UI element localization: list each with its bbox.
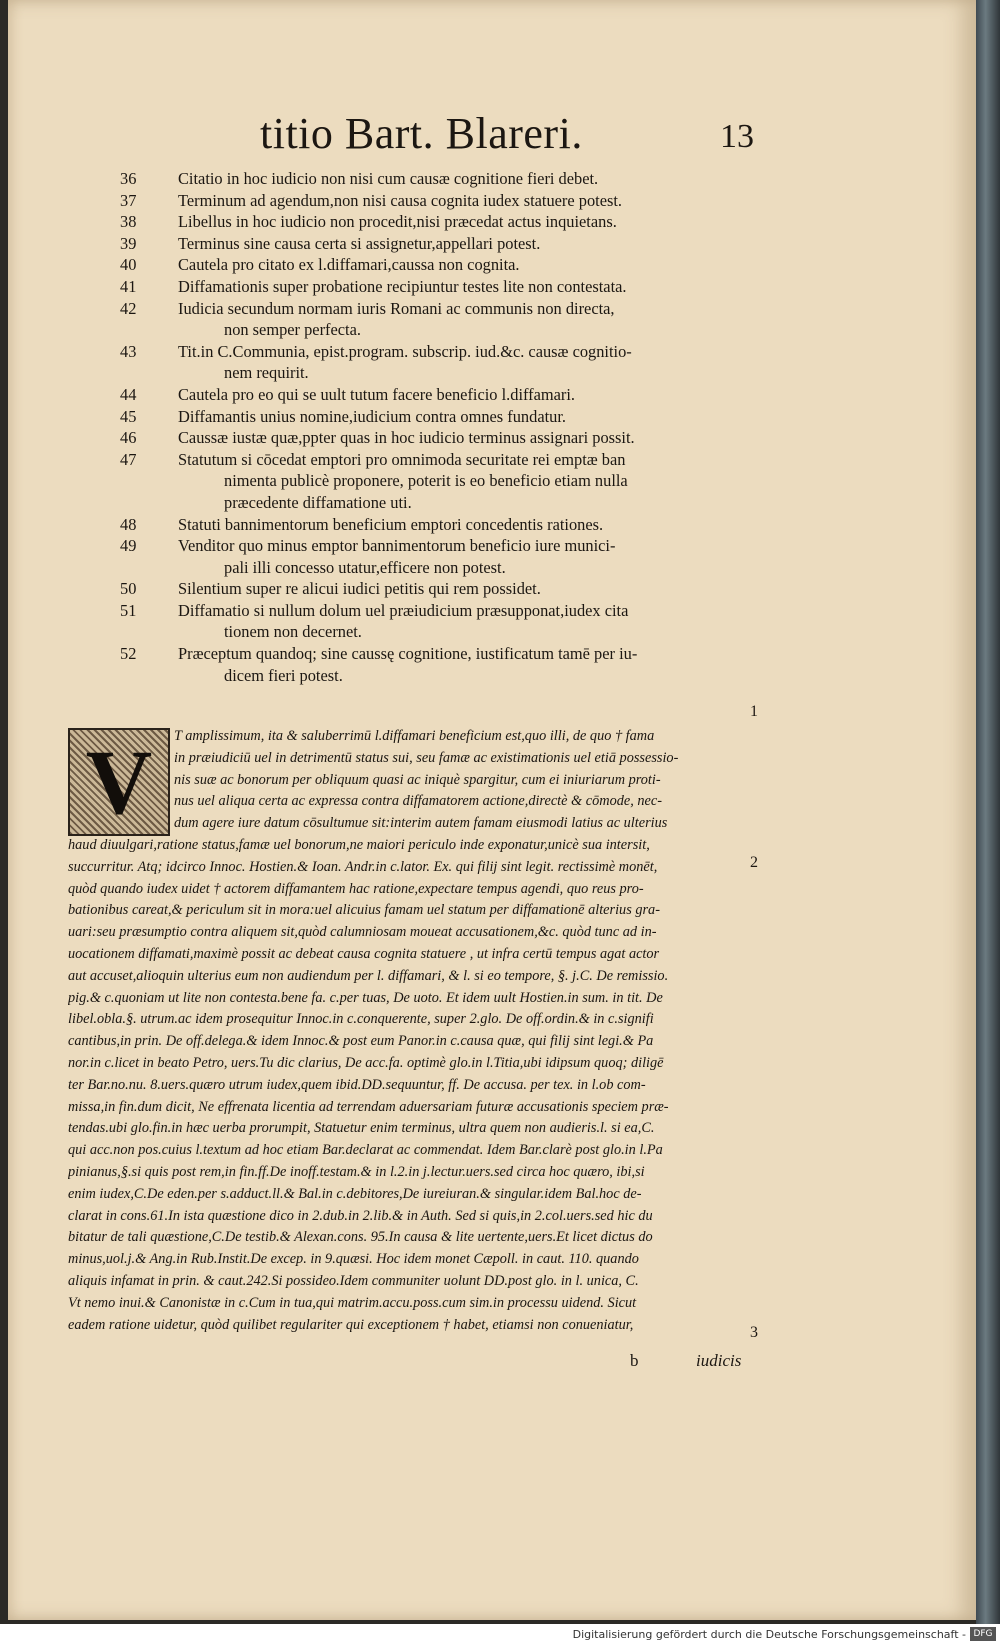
signature-mark: b <box>630 1351 639 1370</box>
summary-number: 49 <box>120 536 137 556</box>
summary-number: 36 <box>120 169 137 188</box>
footer-credit: Digitalisierung gefördert durch die Deutsche Forschungsgemeinschaft - <box>572 1628 966 1641</box>
summary-number: 38 <box>120 212 137 232</box>
summary-number: 46 <box>120 428 137 448</box>
body-line: uari:seu præsumptio contra aliquem sit,quòd calumniosam moueat accusationem,&c. quòd tunc ad in- <box>68 924 657 941</box>
body-line: aliquis infamat in prin. & caut.242.Si possideo.Idem communiter uolunt DD.post glo. in l. unica, C. <box>68 1272 639 1289</box>
summary-number: 42 <box>120 298 137 318</box>
summary-line: Diffamationis super probatione recipiuntur testes lite non contestata. <box>178 276 627 296</box>
summary-item <box>120 600 780 643</box>
summary-item <box>120 233 780 255</box>
body-line: dum agere iure datum cōsultumue sit:interim autem famam eiusmodi latius ac ulterius <box>174 815 668 832</box>
summary-line: dicem fieri potest. <box>224 665 343 685</box>
summary-text <box>178 384 780 406</box>
summary-line: pali illi concesso utatur,efficere non potest. <box>224 557 506 577</box>
summary-item <box>120 168 780 190</box>
summary-line: Terminum ad agendum,non nisi causa cognita iudex statuere potest. <box>178 190 623 210</box>
summary-number: 37 <box>120 190 137 210</box>
body-line: libel.obla.§. utrum.ac idem prosequitur Innoc.in c.conquerente, super 2.glo. De off.ordin.& in c.signifi <box>68 1011 654 1028</box>
body-line: qui acc.non pos.cuius l.textum ad hoc etiam Bar.declarat ac commendat. Idem Bar.clarè post glo.in l.Pa <box>68 1142 663 1159</box>
summary-text <box>178 643 780 686</box>
body-line: pig.& c.quoniam ut lite non contesta.bene fa. c.per tuas, De uoto. Et idem uult Hostien.in sum. in tit. De <box>68 989 663 1006</box>
summary-line: Statutum si cōcedat emptori pro omnimoda securitate rei emptæ ban <box>178 449 626 469</box>
body-line: enim iudex,C.De eden.per s.adduct.ll.& Bal.in c.debitores,De iureiuran.& singular.idem Bal.hoc de- <box>68 1185 642 1202</box>
margin-number-2: 2 <box>750 854 758 871</box>
summary-number: 40 <box>120 255 137 275</box>
summary-number: 48 <box>120 514 137 534</box>
summary-line: Citatio in hoc iudicio non nisi cum causæ cognitione fieri debet. <box>178 169 599 188</box>
summary-line: Libellus in hoc iudicio non procedit,nisi præcedat actus inquietans. <box>178 212 617 232</box>
summary-line: præcedente diffamatione uti. <box>224 492 412 512</box>
summary-number: 51 <box>120 600 137 620</box>
summary-line: Caussæ iustæ quæ,ppter quas in hoc iudicio terminus assignari possit. <box>178 428 635 448</box>
summary-line: Cautela pro citato ex l.diffamari,caussa non cognita. <box>178 255 520 275</box>
summary-item <box>120 643 780 686</box>
summary-item <box>120 341 780 384</box>
summary-text <box>178 341 780 384</box>
summary-line: Statuti bannimentorum beneficium emptori concedentis rationes. <box>178 514 604 534</box>
summary-line: Venditor quo minus emptor bannimentorum beneficio iure munici- <box>178 536 616 556</box>
summary-item <box>120 449 780 514</box>
summary-item <box>120 384 780 406</box>
summary-text <box>178 254 780 276</box>
body-line: ter Bar.no.nu. 8.uers.quæro utrum iudex,quem ibid.DD.sequuntur, ff. De accusa. per tex. in l.ob com- <box>68 1076 646 1093</box>
page-number: 13 <box>720 118 754 155</box>
summary-line: Terminus sine causa certa si assignetur,appellari potest. <box>178 233 541 253</box>
summary-item <box>120 535 780 578</box>
summary-line: Cautela pro eo qui se uult tutum facere beneficio l.diffamari. <box>178 384 576 404</box>
margin-number-1: 1 <box>750 703 758 720</box>
summary-text <box>178 168 780 190</box>
body-line: bationibus careat,& periculum sit in mora:uel alicuius famam uel statum per diffamationē alterius gra- <box>68 902 660 919</box>
body-line: eadem ratione uidetur, quòd quilibet regulariter qui exceptionem † habet, etiamsi non conueniatur, <box>68 1316 634 1333</box>
summary-item <box>120 298 780 341</box>
body-line: cantibus,in prin. De off.delega.& idem Innoc.& post eum Panor.in c.causa quæ, qui filij sint legi.& Pa <box>68 1033 654 1050</box>
summary-item <box>120 211 780 233</box>
summary-number: 39 <box>120 233 137 253</box>
summary-line: non semper perfecta. <box>224 320 361 340</box>
body-line: haud diuulgari,ratione status,famæ uel bonorum,ne maiori periculo inde exponatur,unicè sua intersit, <box>68 836 650 853</box>
summary-line: Iudicia secundum normam iuris Romani ac communis non directa, <box>178 298 615 318</box>
body-line: minus,uol.j.& Ang.in Rub.Instit.De excep. in 9.quæsi. Hoc idem monet Cæpoll. in caut. 110. quando <box>68 1251 639 1268</box>
summary-text <box>178 211 780 233</box>
body-line: quòd quando iudex uidet † actorem diffamantem hac ratione,expectare tempus agendi, quo reus pro- <box>68 880 644 897</box>
summary-text <box>178 233 780 255</box>
running-header: titio Bart. Blareri. <box>260 109 583 158</box>
summary-item <box>120 427 780 449</box>
summary-text <box>178 514 780 536</box>
summary-text <box>178 449 780 514</box>
summary-line: Præceptum quandoq; sine caussę cognitione, iustificatum tamē per iu- <box>178 644 638 664</box>
margin-number-3: 3 <box>750 1324 758 1341</box>
summary-line: Diffamantis unius nomine,iudicium contra omnes fundatur. <box>178 406 566 426</box>
summary-text <box>178 276 780 298</box>
summary-text <box>178 427 780 449</box>
summary-item <box>120 190 780 212</box>
summary-line: Tit.in C.Communia, epist.program. subscrip. iud.&c. causæ cognitio- <box>178 341 632 361</box>
body-line: clarat in cons.61.In ista quæstione dico in 2.dub.in 2.lib.& in Auth. Sed si quis,in 2.col.uers.sed hic du <box>68 1207 653 1224</box>
body-line: pinianus,§.si quis post rem,in fin.ff.De inoff.testam.& in l.2.in j.lectur.uers.sed circa hoc quæro, ibi,si <box>68 1163 645 1180</box>
summary-text <box>178 190 780 212</box>
body-line: succurritur. Atq; idcirco Innoc. Hostien.& Ioan. Andr.in c.lator. Ex. qui filij sint legit. rectissimè monēt, <box>68 858 658 875</box>
body-line: T amplissimum, ita & saluberrimū l.diffamari beneficium est,quo illi, de quo † fama <box>174 728 655 744</box>
summary-number: 41 <box>120 276 137 296</box>
summary-item <box>120 406 780 428</box>
summary-item <box>120 276 780 298</box>
body-text <box>68 726 768 1336</box>
book-binding-edge <box>976 0 1000 1645</box>
summary-number: 45 <box>120 406 137 426</box>
body-line: aut accuset,alioquin ulterius eum non audiendum per l. diffamari, & l. si eo tempore, §. j.C. De remissio. <box>68 967 669 984</box>
body-line: uocationem diffamati,maximè possit ac debeat causa cognita statuere , ut infra certū tempus agat actor <box>68 945 660 962</box>
summary-line: nem requirit. <box>224 363 309 383</box>
summary-line: Diffamatio si nullum dolum uel præiudicium præsupponat,iudex cita <box>178 600 629 620</box>
summary-item <box>120 578 780 600</box>
body-line: in præiudiciū uel in detrimentū status sui, seu famæ ac existimationis uel etiā possessio- <box>174 749 679 766</box>
summary-line: Silentium super re alicui iudici petitis qui rem possidet. <box>178 579 541 599</box>
summary-text <box>178 406 780 428</box>
summary-item <box>120 254 780 276</box>
body-line: tendas.ubi glo.fin.in hæc uerba prorumpit, Statuetur enim terminus, ultra quem non audieris.l. si ea,C. <box>68 1120 655 1137</box>
summary-number: 43 <box>120 341 137 361</box>
summary-number: 52 <box>120 644 137 664</box>
body-line: missa,in fin.dum dicit, Ne effrenata licentia ad terrendam aduersariam futuræ accusationis speciem præ- <box>68 1098 669 1115</box>
summary-list <box>120 168 780 686</box>
body-line: nor.in c.licet in beato Petro, uers.Tu dic clarius, De acc.fa. optimè glo.in l.Titia,ubi idipsum quoq; diligē <box>68 1054 664 1071</box>
body-line: nus uel aliqua certa ac expressa contra diffamatorem actione,directè & cōmode, nec- <box>174 793 662 810</box>
summary-number: 47 <box>120 449 137 469</box>
body-line: bitatur de tali quæstione,C.De testib.& Alexan.cons. 95.In causa & lite uertente,uers.Et licet dictus do <box>68 1229 653 1246</box>
summary-text <box>178 578 780 600</box>
initial-letter: V <box>85 731 153 833</box>
summary-text <box>178 600 780 643</box>
summary-item <box>120 514 780 536</box>
body-line: Vt nemo inui.& Canonistæ in c.Cum in tua,qui matrim.accu.poss.cum sim.in processu uidend. Sicut <box>68 1294 637 1311</box>
summary-line: tionem non decernet. <box>224 622 362 642</box>
summary-text <box>178 298 780 341</box>
footer-bar <box>0 1624 1000 1645</box>
summary-number: 50 <box>120 579 137 599</box>
summary-number: 44 <box>120 384 137 404</box>
summary-line: nimenta publicè proponere, poterit is eo beneficio etiam nulla <box>224 471 628 491</box>
body-line: nis suæ ac bonorum per obliquum quasi ac iniquè spargitur, cum ei iniuriarum proti- <box>174 771 661 788</box>
summary-text <box>178 535 780 578</box>
book-page <box>8 0 976 1620</box>
dfg-logo: DFG <box>970 1627 996 1641</box>
catchword: iudicis <box>696 1351 742 1370</box>
